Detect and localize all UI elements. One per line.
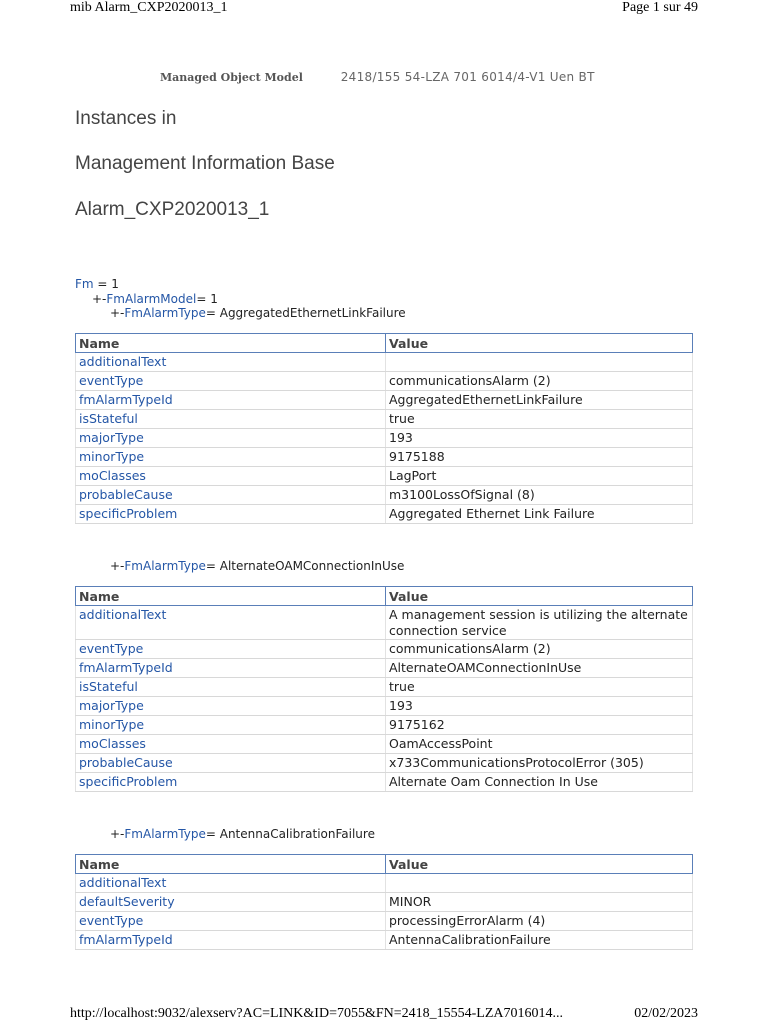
- table-row: [76, 874, 693, 893]
- attribute-name-link[interactable]: additionalText: [76, 606, 386, 640]
- tree-fmalarmmodel: [92, 292, 218, 306]
- attribute-value: 9175162: [386, 716, 693, 735]
- table-row: [76, 931, 693, 950]
- tree-connector: +-: [92, 292, 107, 306]
- fmalarmtype-link[interactable]: FmAlarmType: [124, 559, 206, 573]
- attribute-value: AntennaCalibrationFailure: [386, 931, 693, 950]
- attribute-name-link[interactable]: additionalText: [76, 874, 386, 893]
- table-row: [76, 678, 693, 697]
- table-row: [76, 893, 693, 912]
- table-header-row: [76, 334, 693, 353]
- fmalarmtype-value: = AlternateOAMConnectionInUse: [205, 559, 405, 573]
- attribute-name-link[interactable]: additionalText: [76, 353, 386, 372]
- header-document-title: mib Alarm_CXP2020013_1: [70, 0, 228, 15]
- attribute-value: AggregatedEthernetLinkFailure: [386, 391, 693, 410]
- attribute-table: [75, 333, 693, 524]
- attribute-name-link[interactable]: majorType: [76, 429, 386, 448]
- table-row: [76, 912, 693, 931]
- attribute-table: [75, 586, 693, 792]
- title-instances-in: Instances in: [75, 108, 177, 129]
- attribute-value: LagPort: [386, 467, 693, 486]
- table-row: [76, 659, 693, 678]
- attribute-name-link[interactable]: eventType: [76, 912, 386, 931]
- attribute-name-link[interactable]: fmAlarmTypeId: [76, 931, 386, 950]
- table-header-row: [76, 855, 693, 874]
- attribute-value: m3100LossOfSignal (8): [386, 486, 693, 505]
- attribute-value: 9175188: [386, 448, 693, 467]
- column-header-value: Value: [386, 587, 693, 606]
- attribute-value: MINOR: [386, 893, 693, 912]
- table-row: [76, 640, 693, 659]
- table-row: [76, 505, 693, 524]
- table-row: [76, 467, 693, 486]
- header-page-number: Page 1 sur 49: [622, 0, 698, 15]
- title-alarm-name: Alarm_CXP2020013_1: [75, 199, 270, 220]
- attribute-value: Alternate Oam Connection In Use: [386, 773, 693, 792]
- table-row: [76, 606, 693, 640]
- column-header-value: Value: [386, 855, 693, 874]
- tree-fmalarmtype: [110, 559, 404, 573]
- table-row: [76, 697, 693, 716]
- table-row: [76, 773, 693, 792]
- tree-fmalarmtype: [110, 306, 406, 320]
- fmalarmmodel-value: = 1: [196, 292, 218, 306]
- attribute-name-link[interactable]: moClasses: [76, 735, 386, 754]
- attribute-name-link[interactable]: minorType: [76, 448, 386, 467]
- attribute-value: processingErrorAlarm (4): [386, 912, 693, 931]
- attribute-name-link[interactable]: probableCause: [76, 754, 386, 773]
- table-row: [76, 372, 693, 391]
- fmalarmtype-link[interactable]: FmAlarmType: [124, 306, 206, 320]
- attribute-value: [386, 874, 693, 893]
- footer-url: http://localhost:9032/alexserv?AC=LINK&ID=7055&FN=2418_15554-LZA7016014...: [70, 1006, 564, 1021]
- attribute-table: [75, 854, 693, 950]
- attribute-name-link[interactable]: eventType: [76, 640, 386, 659]
- tree-fm: [75, 277, 119, 291]
- table-row: [76, 716, 693, 735]
- column-header-name: Name: [76, 334, 386, 353]
- tree-connector: +-: [110, 559, 125, 573]
- attribute-name-link[interactable]: majorType: [76, 697, 386, 716]
- table-row: [76, 353, 693, 372]
- table-row: [76, 410, 693, 429]
- attribute-value: Aggregated Ethernet Link Failure: [386, 505, 693, 524]
- tree-fmalarmtype: [110, 827, 375, 841]
- footer-date: 02/02/2023: [634, 1006, 698, 1021]
- attribute-value: AlternateOAMConnectionInUse: [386, 659, 693, 678]
- attribute-name-link[interactable]: minorType: [76, 716, 386, 735]
- attribute-name-link[interactable]: probableCause: [76, 486, 386, 505]
- docref-number: 2418/155 54-LZA 701 6014/4-V1 Uen BT: [340, 70, 595, 84]
- fm-value: = 1: [97, 277, 119, 291]
- attribute-name-link[interactable]: defaultSeverity: [76, 893, 386, 912]
- column-header-value: Value: [386, 334, 693, 353]
- title-mib: Management Information Base: [75, 153, 335, 174]
- attribute-value: [386, 353, 693, 372]
- attribute-value: 193: [386, 429, 693, 448]
- document-reference: [160, 70, 595, 84]
- fmalarmtype-value: = AggregatedEthernetLinkFailure: [205, 306, 406, 320]
- attribute-name-link[interactable]: specificProblem: [76, 773, 386, 792]
- attribute-value: A management session is utilizing the alternate connection service: [386, 606, 693, 640]
- attribute-name-link[interactable]: isStateful: [76, 410, 386, 429]
- attribute-name-link[interactable]: isStateful: [76, 678, 386, 697]
- attribute-value: x733CommunicationsProtocolError (305): [386, 754, 693, 773]
- table-row: [76, 429, 693, 448]
- fm-link[interactable]: Fm: [75, 277, 94, 291]
- table-row: [76, 486, 693, 505]
- fmalarmtype-value: = AntennaCalibrationFailure: [205, 827, 375, 841]
- fmalarmtype-link[interactable]: FmAlarmType: [124, 827, 206, 841]
- fmalarmmodel-link[interactable]: FmAlarmModel: [106, 292, 197, 306]
- tree-connector: +-: [110, 306, 125, 320]
- tree-connector: +-: [110, 827, 125, 841]
- attribute-name-link[interactable]: specificProblem: [76, 505, 386, 524]
- column-header-name: Name: [76, 587, 386, 606]
- attribute-value: true: [386, 410, 693, 429]
- table-row: [76, 735, 693, 754]
- table-row: [76, 391, 693, 410]
- attribute-value: communicationsAlarm (2): [386, 372, 693, 391]
- page-header: [70, 0, 698, 20]
- attribute-name-link[interactable]: eventType: [76, 372, 386, 391]
- attribute-name-link[interactable]: moClasses: [76, 467, 386, 486]
- docref-label: Managed Object Model: [160, 71, 303, 84]
- column-header-name: Name: [76, 855, 386, 874]
- table-header-row: [76, 587, 693, 606]
- attribute-name-link[interactable]: fmAlarmTypeId: [76, 659, 386, 678]
- attribute-value: 193: [386, 697, 693, 716]
- attribute-name-link[interactable]: fmAlarmTypeId: [76, 391, 386, 410]
- attribute-value: true: [386, 678, 693, 697]
- table-row: [76, 448, 693, 467]
- table-row: [76, 754, 693, 773]
- attribute-value: communicationsAlarm (2): [386, 640, 693, 659]
- attribute-value: OamAccessPoint: [386, 735, 693, 754]
- page-footer: [70, 1006, 698, 1026]
